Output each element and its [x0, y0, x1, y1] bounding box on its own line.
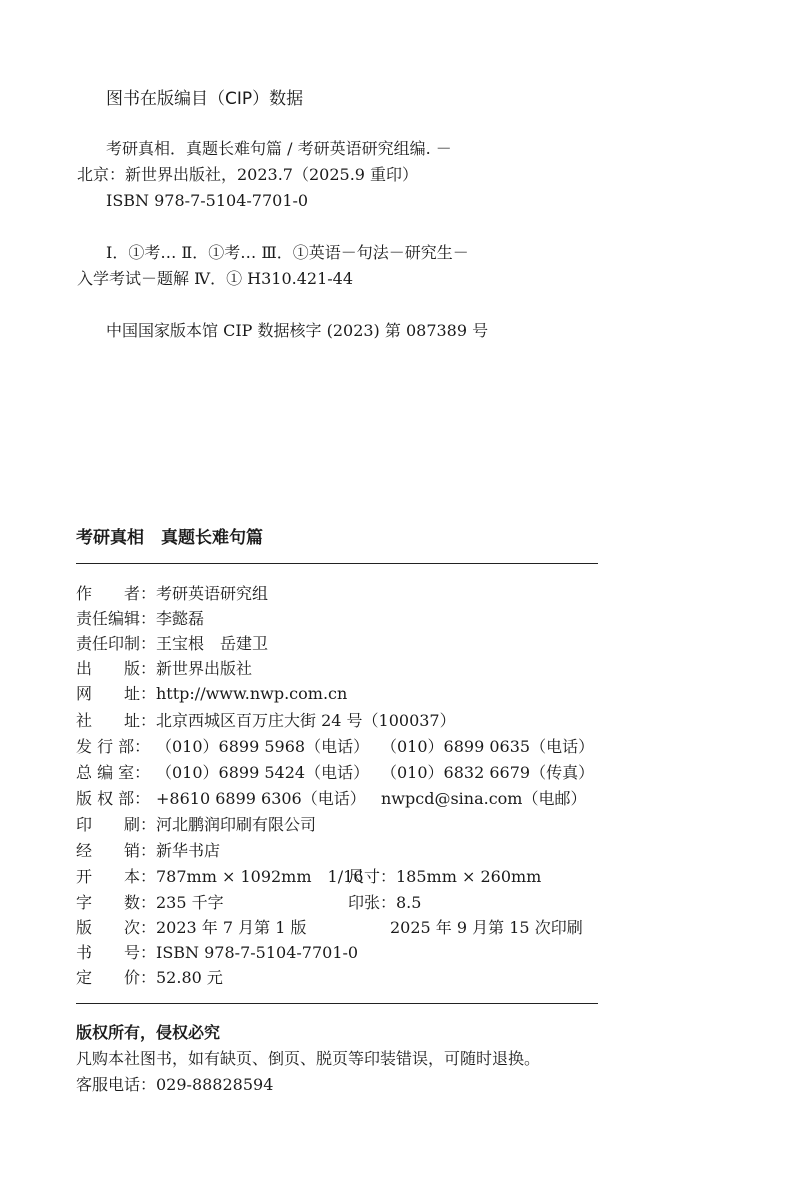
detail-row-edition [76, 918, 583, 938]
detail-value: 北京西城区百万庄大街 24 号（100037） [156, 711, 456, 730]
copyright-title: 版权所有，侵权必究 [76, 1023, 221, 1042]
detail-label: 总 编 室： [76, 763, 151, 782]
detail-row-printer [76, 815, 316, 835]
detail-label: 出 版： [76, 659, 157, 678]
cip-classification-line: Ⅰ．①考… Ⅱ．①考… Ⅲ．①英语－句法－研究生－ [106, 243, 469, 262]
detail-value: 52.80 元 [156, 968, 223, 987]
detail-value: +8610 6899 6306（电话） [156, 789, 366, 808]
detail-label: 开 本： [76, 867, 157, 886]
bottom-divider [76, 1003, 598, 1004]
detail-value: 新世界出版社 [156, 659, 253, 678]
detail-label: 定 价： [76, 968, 157, 987]
detail-value: 河北鹏润印刷有限公司 [156, 815, 317, 834]
cip-classification-line-2: 入学考试－题解 Ⅳ．① H310.421-44 [77, 269, 354, 288]
cip-publisher-line: 北京：新世界出版社，2023.7（2025.9 重印） [77, 165, 419, 184]
detail-label: 经 销： [76, 841, 157, 860]
cip-isbn-line: ISBN 978-7-5104-7701-0 [106, 191, 309, 210]
detail-label: 社 址： [76, 711, 157, 730]
book-title: 考研真相 真题长难句篇 [76, 528, 263, 548]
detail-row-publisher [76, 659, 252, 679]
return-notice: 凡购本社图书，如有缺页、倒页、脱页等印装错误，可随时退换。 [76, 1049, 541, 1068]
detail-value-secondary: （010）6832 6679（传真） [381, 763, 595, 782]
cip-heading: 图书在版编目（CIP）数据 [106, 89, 304, 109]
detail-value: （010）6899 5968（电话） [156, 737, 370, 756]
detail-row-author [76, 584, 268, 604]
detail-value: 2023 年 7 月第 1 版 [156, 918, 307, 937]
detail-label: 发 行 部： [76, 737, 151, 756]
customer-service-phone: 客服电话：029-88828594 [76, 1075, 274, 1094]
detail-value: 787mm × 1092mm 1/16 [156, 867, 364, 886]
detail-row-print-supervisor [76, 634, 268, 654]
detail-value-secondary: 2025 年 9 月第 15 次印刷 [390, 918, 583, 937]
detail-value: 新华书店 [156, 841, 221, 860]
detail-row-price [76, 968, 223, 988]
detail-row-copyright-dept [76, 789, 587, 809]
detail-value: 王宝根 岳建卫 [156, 634, 269, 653]
cip-title-line: 考研真相．真题长难句篇 / 考研英语研究组编. － [106, 139, 452, 158]
detail-value: 李懿磊 [156, 609, 205, 628]
detail-row-distributor [76, 841, 220, 861]
detail-row-address [76, 711, 456, 731]
detail-value: 考研英语研究组 [156, 584, 269, 603]
detail-value: （010）6899 5424（电话） [156, 763, 370, 782]
detail-label: 版 权 部： [76, 789, 151, 808]
detail-value-secondary: nwpcd@sina.com（电邮） [381, 789, 587, 808]
detail-value: 235 千字 [156, 893, 224, 912]
detail-label: 版 次： [76, 918, 157, 937]
detail-row-editor [76, 609, 204, 629]
detail-label: 字 数： [76, 893, 157, 912]
top-divider [76, 563, 598, 564]
detail-value-secondary: 印张：8.5 [348, 893, 422, 912]
detail-value-secondary: 尺寸：185mm × 260mm [348, 867, 542, 886]
detail-row-editorial-office [76, 763, 595, 783]
detail-value: ISBN 978-7-5104-7701-0 [156, 943, 359, 962]
detail-value: http://www.nwp.com.cn [156, 684, 348, 703]
detail-row-website [76, 684, 347, 704]
cip-core-data-line: 中国国家版本馆 CIP 数据核字 (2023) 第 087389 号 [106, 321, 489, 340]
detail-label: 责任编辑： [76, 609, 157, 628]
detail-label: 网 址： [76, 684, 157, 703]
detail-label: 作 者： [76, 584, 157, 603]
detail-value-secondary: （010）6899 0635（电话） [381, 737, 595, 756]
detail-label: 书 号： [76, 943, 157, 962]
detail-row-format [76, 867, 542, 887]
detail-row-book-number [76, 943, 358, 963]
detail-row-distribution [76, 737, 595, 757]
detail-label: 印 刷： [76, 815, 157, 834]
detail-label: 责任印制： [76, 634, 157, 653]
detail-row-word-count [76, 893, 422, 913]
